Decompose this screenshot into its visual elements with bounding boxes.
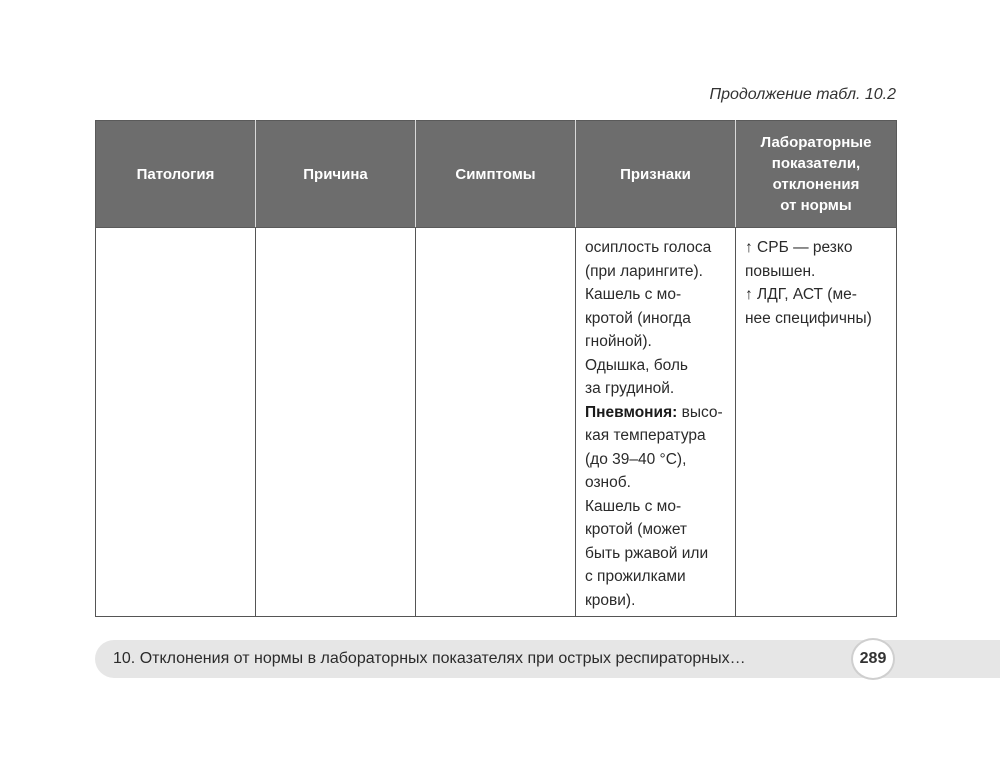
header-lab-line: от нормы (780, 197, 852, 214)
signs-line: Одышка, боль (585, 356, 688, 374)
header-cause: Причина (256, 121, 416, 228)
table-row (96, 228, 897, 617)
lab-line: ↑ ЛДГ, АСТ (ме- (745, 286, 857, 303)
header-lab-line: показатели, (771, 155, 861, 172)
cell-lab-indicators (736, 228, 897, 617)
signs-line: гнойной). (585, 333, 652, 350)
signs-line: за грудиной. (585, 380, 675, 397)
lab-line: повышен. (745, 262, 816, 280)
pathology-table (95, 120, 897, 617)
cell-signs (576, 228, 736, 617)
cell-cause (256, 228, 416, 617)
table-header-row (96, 121, 897, 228)
signs-line: крови). (585, 591, 636, 609)
lab-line: ↑ СРБ — резко (745, 239, 853, 256)
signs-line: кротой (иногда (585, 309, 691, 327)
signs-line: с прожилками (585, 568, 686, 585)
cell-pathology (96, 228, 256, 617)
signs-line: кротой (может (585, 521, 688, 538)
cell-symptoms (416, 228, 576, 617)
signs-line (585, 401, 727, 425)
signs-line: кая температура (585, 427, 706, 444)
header-signs: Признаки (576, 121, 736, 228)
pneumonia-label: Пневмония: (585, 403, 678, 421)
signs-line: (до 39–40 °С), (585, 450, 687, 468)
page-number: 289 (851, 638, 895, 680)
header-symptoms: Симптомы (416, 121, 576, 228)
signs-line: Кашель с мо- (585, 286, 682, 303)
signs-line-text: высо- (681, 403, 723, 421)
signs-line: Кашель с мо- (585, 497, 682, 515)
header-pathology: Патология (96, 121, 256, 228)
header-lab-indicators (736, 121, 897, 228)
lab-line: нее специфичны) (745, 309, 872, 327)
signs-line: (при ларингите). (585, 262, 703, 280)
signs-line: быть ржавой или (585, 544, 709, 562)
signs-line: осиплость голоса (585, 239, 712, 256)
header-lab-line: отклонения (772, 176, 860, 193)
chapter-running-title: 10. Отклонения от нормы в лабораторных показателях при острых респираторных… (113, 650, 746, 667)
signs-line: озноб. (585, 474, 631, 491)
header-lab-line: Лабораторные (760, 134, 872, 151)
table-continuation-label: Продолжение табл. 10.2 (709, 86, 896, 103)
